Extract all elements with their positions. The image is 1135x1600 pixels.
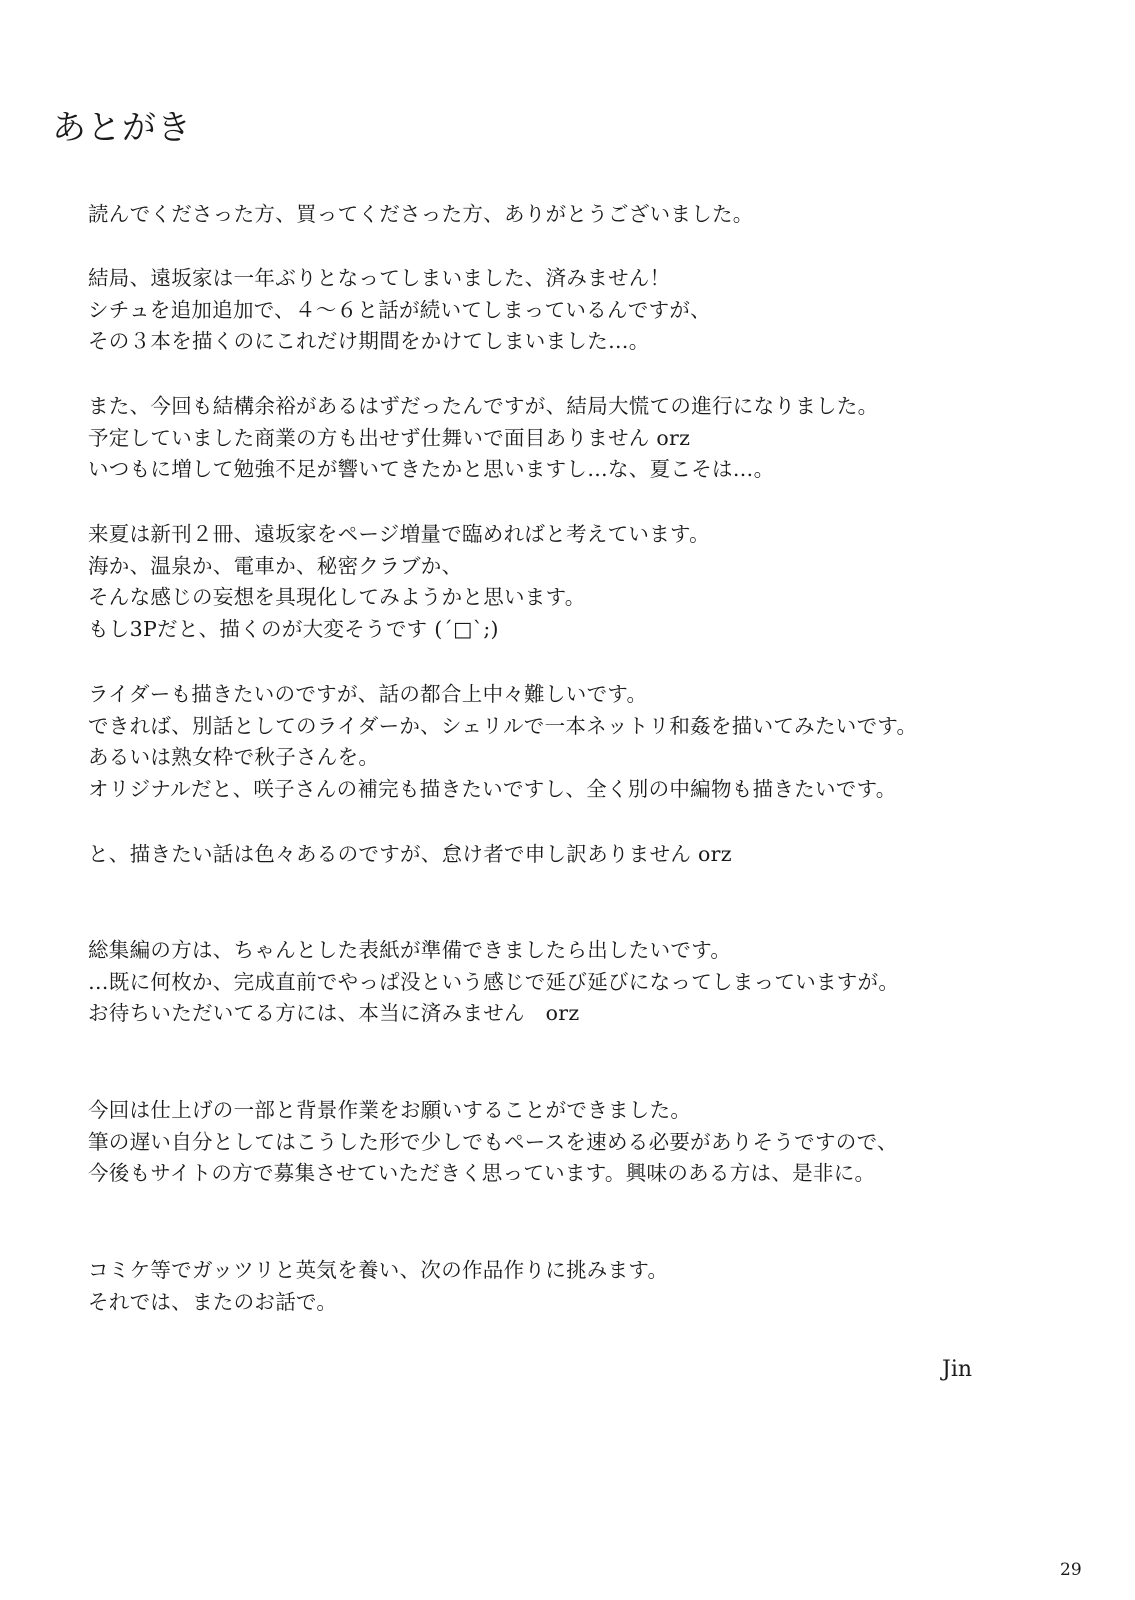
text-line: コミケ等でガッツリと英気を養い、次の作品作りに挑みます。 [88,1258,669,1282]
text-line: 海か、温泉か、電車か、秘密クラブか、 [88,554,463,578]
text-line: あるいは熟女枠で秋子さんを。 [88,745,380,769]
text-line: また、今回も結構余裕があるはずだったんですが、結局大慌ての進行になりました。 [88,394,879,418]
text-line: もし3Pだと、描くのが大変そうです (´□`;) [88,617,499,641]
text-line: その３本を描くのにこれだけ期間をかけてしまいました…。 [88,329,650,353]
text-line: それでは、またのお話で。 [88,1290,338,1314]
text-line: …既に何枚か、完成直前でやっぱ没という感じで延び延びになってしまっていますが。 [88,970,900,994]
author-signature: Jin [942,1357,973,1382]
text-line: シチュを追加追加で、４～６と話が続いてしまっているんですが、 [88,298,711,322]
text-line: オリジナルだと、咲子さんの補完も描きたいですし、全く別の中編物も描きたいです。 [88,777,897,801]
text-line: 来夏は新刊２冊、遠坂家をページ増量で臨めればと考えています。 [88,522,710,546]
text-line: 筆の遅い自分としてはこうした形で少しでもペースを速める必要がありそうですので、 [88,1130,898,1154]
page-number: 29 [1060,1560,1082,1580]
page-title: あとがき [52,108,192,148]
text-line: そんな感じの妄想を具現化してみようかと思います。 [88,585,586,609]
text-line: と、描きたい話は色々あるのですが、怠け者で申し訳ありません orz [88,842,732,866]
text-line: お待ちいただいてる方には、本当に済みません orz [88,1001,580,1025]
text-line: 結局、遠坂家は一年ぶりとなってしまいました、済みません！ [88,266,671,290]
text-line: 読んでくださった方、買ってくださった方、ありがとうございました。 [88,202,754,226]
text-line: 今後もサイトの方で募集させていただきく思っています。興味のある方は、是非に。 [88,1161,876,1185]
text-line: 総集編の方は、ちゃんとした表紙が準備できましたら出したいです。 [88,938,732,962]
text-line: できれば、別話としてのライダーか、シェリルで一本ネットリ和姦を描いてみたいです。 [88,714,918,738]
text-line: 今回は仕上げの一部と背景作業をお願いすることができました。 [88,1098,692,1122]
text-line: 予定していました商業の方も出せず仕舞いで面目ありません orz [88,426,691,450]
text-line: いつもに増して勉強不足が響いてきたかと思いますし…な、夏こそは…。 [88,457,775,481]
text-line: ライダーも描きたいのですが、話の都合上中々難しいです。 [88,682,648,706]
